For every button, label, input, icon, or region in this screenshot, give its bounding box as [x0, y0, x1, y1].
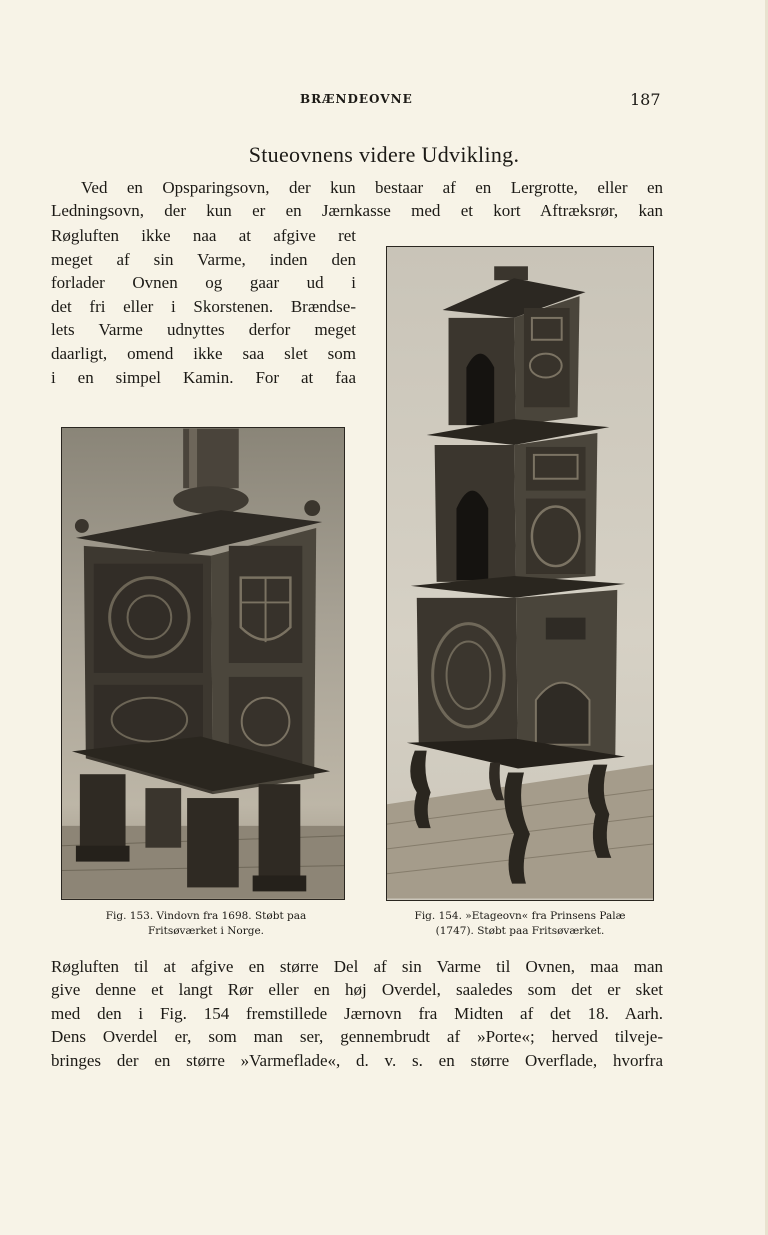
- text-line: Dens Overdel er, som man ser, gennembrudt af »Porte«; herved tilveje-: [51, 1027, 663, 1047]
- running-head: BRÆNDEOVNE: [300, 92, 413, 106]
- text-line: i en simpel Kamin. For at faa: [51, 367, 356, 387]
- paragraph-1-full-width: [51, 176, 663, 223]
- text-line: Ledningsovn, der kun er en Jærnkasse med et kort Aftræksrør, kan: [51, 201, 663, 221]
- text-line: give denne et langt Rør eller en høj Overdel, saaledes som det er sket: [51, 980, 663, 1000]
- section-title: Stueovnens videre Udvikling.: [248, 142, 520, 167]
- caption-line: (1747). Støbt paa Fritsøværket.: [435, 925, 605, 937]
- page-number: 187: [630, 90, 661, 109]
- caption-line: Fig. 154. »Etageovn« fra Prinsens Palæ: [414, 910, 626, 922]
- figure-153-photo: [61, 427, 345, 900]
- text-line: Røgluften til at afgive en større Del af sin Varme til Ovnen, maa man: [51, 957, 663, 976]
- paragraph-2: [51, 955, 663, 1072]
- text-line: daarligt, omend ikke saa slet som: [51, 343, 356, 363]
- figure-153-caption: [61, 909, 351, 939]
- text-line: lets Varme udnyttes derfor meget: [51, 320, 356, 340]
- caption-line: Fig. 153. Vindovn fra 1698. Støbt paa: [105, 910, 307, 922]
- text-line: det fri eller i Skorstenen. Brændse-: [51, 296, 356, 316]
- figure-154-photo: [386, 246, 654, 901]
- text-line: forlader Ovnen og gaar ud i: [51, 273, 356, 293]
- caption-line: Fritsøværket i Norge.: [147, 925, 265, 937]
- figure-154-caption: [380, 909, 660, 939]
- text-line: bringes der en større »Varmeflade«, d. v. s. en større Overflade, hvorfra: [51, 1050, 663, 1070]
- stove-illustration: [62, 428, 344, 899]
- tiered-stove-illustration: [387, 247, 653, 900]
- text-line: Ved en Opsparingsovn, der kun bestaar af en Lergrotte, eller en: [81, 178, 663, 197]
- text-line: med den i Fig. 154 fremstillede Jærnovn fra Midten af det 18. Aarh.: [51, 1003, 663, 1023]
- paragraph-1-narrow-column: [51, 224, 356, 389]
- text-line: meget af sin Varme, inden den: [51, 249, 356, 269]
- text-line: Røgluften ikke naa at afgive ret: [51, 226, 356, 245]
